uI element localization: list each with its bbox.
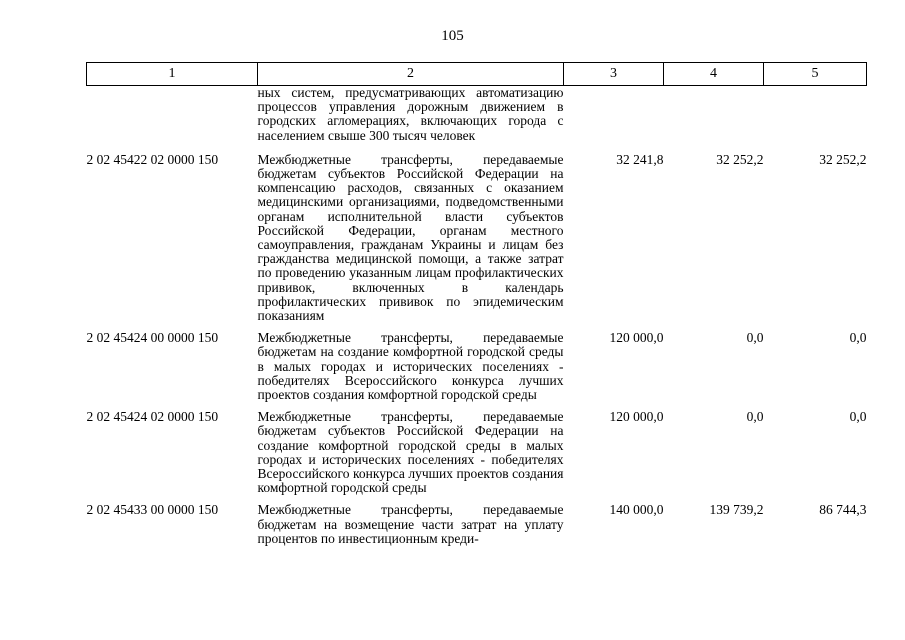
table-row	[87, 402, 867, 495]
table-row	[87, 495, 867, 546]
row-value-3: 32 252,2	[819, 151, 867, 167]
row-description: Межбюджетные трансферты, передаваемые бюджетам субъектов Российской Федерации на компенсацию расходов, связанных с оказанием медицинскими организациями, подведомственными органам исполнительной власти субъектов Российской Федерации, органам местного самоуправления, гражданам Украины и лицам без гражданства медицинской помощи, а также затрат по проведению указанным лицам профилактических прививок, включенных в календарь профилактических прививок по эпидемическим показаниям	[257, 151, 564, 324]
column-header-2: 2	[258, 63, 564, 86]
budget-table	[86, 62, 867, 546]
row-value-1: 32 241,8	[616, 151, 664, 167]
column-header-3: 3	[564, 63, 664, 86]
row-value-1: 140 000,0	[609, 502, 664, 518]
table-row	[87, 143, 867, 323]
row-description: Межбюджетные трансферты, передаваемые бюджетам на возмещение части затрат на уплату процентов по инвестиционным креди-	[257, 502, 564, 546]
row-value-2: 0,0	[746, 330, 764, 346]
table-row	[87, 323, 867, 402]
row-code: 2 02 45422 02 0000 150	[86, 151, 219, 167]
row-value-2: 32 252,2	[716, 151, 764, 167]
row-value-3: 0,0	[849, 330, 867, 346]
row-value-3: 86 744,3	[819, 502, 867, 518]
row-code: 2 02 45424 00 0000 150	[86, 330, 219, 346]
row-code: 2 02 45424 02 0000 150	[86, 409, 219, 425]
column-header-1: 1	[87, 63, 258, 86]
row-value-2: 0,0	[746, 409, 764, 425]
row-value-3: 0,0	[849, 409, 867, 425]
continuation-row	[87, 86, 867, 143]
row-value-1: 120 000,0	[609, 409, 664, 425]
page-number: 105	[441, 28, 464, 44]
continuation-text: ных систем, предусматривающих автоматизацию процессов управления дорожным движением в городских агломерациях, включающих города с населением свыше 300 тысяч человек	[257, 85, 564, 143]
column-header-4: 4	[664, 63, 764, 86]
row-value-1: 120 000,0	[609, 330, 664, 346]
row-description: Межбюджетные трансферты, передаваемые бюджетам на создание комфортной городской среды в малых городах и исторических поселениях - победителях Всероссийского конкурса лучших проектов создания комфортной городской среды	[257, 330, 564, 403]
row-value-2: 139 739,2	[709, 502, 764, 518]
column-header-5: 5	[764, 63, 867, 86]
row-code: 2 02 45433 00 0000 150	[86, 502, 219, 518]
row-description: Межбюджетные трансферты, передаваемые бюджетам субъектов Российской Федерации на создание комфортной городской среды в малых городах и исторических поселениях - победителях Всероссийского конкурса лучших проектов создания комфортной городской среды	[257, 409, 564, 496]
table-header-row	[87, 63, 867, 86]
